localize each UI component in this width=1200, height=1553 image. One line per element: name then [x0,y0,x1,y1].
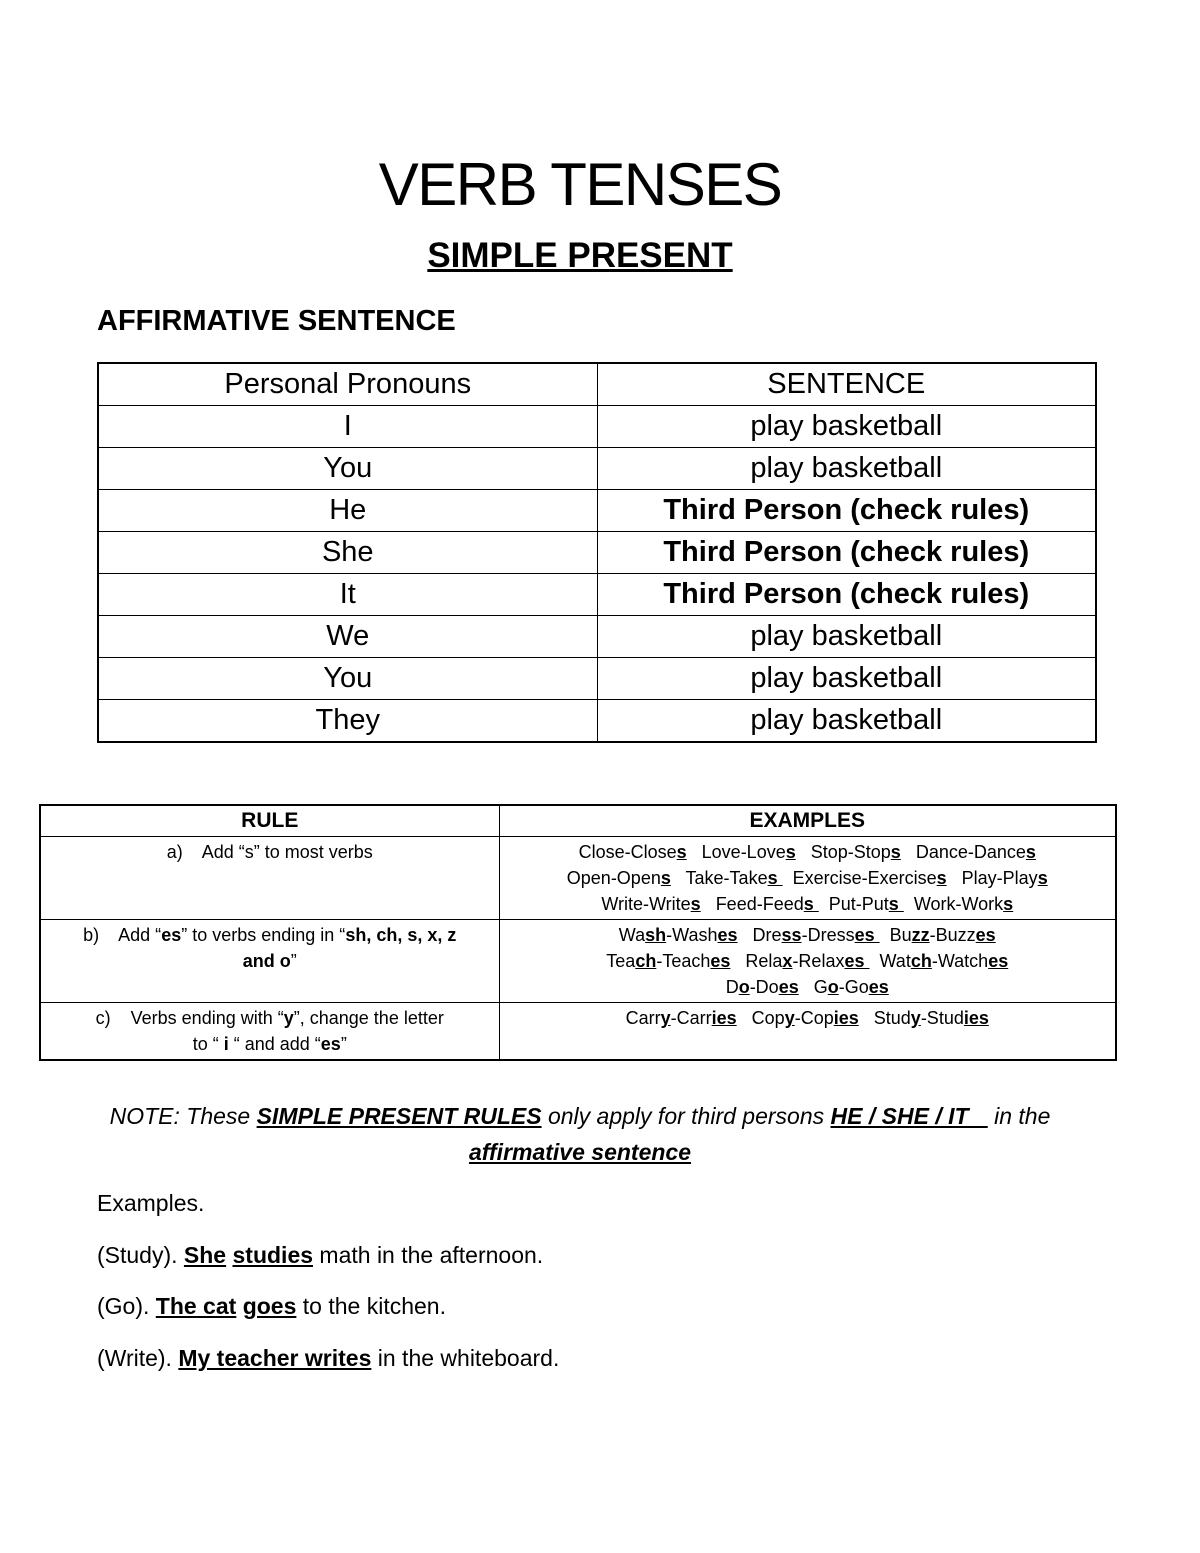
page-subtitle: SIMPLE PRESENT [427,236,733,275]
table-row [98,406,1096,448]
example-sentence: (Study). She studies math in the afternoon. [97,1242,544,1268]
pronoun-cell: We [98,616,597,658]
table-row [40,920,1116,1003]
pronoun-cell: He [98,490,597,532]
sentence-cell: play basketball [597,406,1096,448]
examples-cell: Wash-Washes Dress-Dresses Buzz-Buzzes Teach-Teaches Relax-Relaxes Watch-Watches Do-Does Go-Goes [499,920,1116,1003]
examples-cell: Carry-Carries Copy-Copies Study-Studies [499,1003,1116,1061]
example-sentence: (Write). My teacher writes in the whiteboard. [97,1345,560,1371]
sentence-cell: Third Person (check rules) [597,532,1096,574]
table-row [40,837,1116,920]
sentence-cell: play basketball [597,448,1096,490]
table-row [98,532,1096,574]
table-row [98,448,1096,490]
table-header-row [98,363,1096,406]
page-title: VERB TENSES [378,151,782,218]
sentence-cell: play basketball [597,616,1096,658]
note: NOTE: These SIMPLE PRESENT RULES only apply for third persons HE / SHE / IT in the affirmative sentence [109,1103,1051,1165]
table-row [98,700,1096,743]
header-pronouns: Personal Pronouns [98,363,597,406]
table-row [98,574,1096,616]
pronoun-cell: It [98,574,597,616]
pronoun-cell: She [98,532,597,574]
rule-cell: c) Verbs ending with “y”, change the letter to “ i “ and add “es” [40,1003,499,1061]
pronoun-cell: You [98,448,597,490]
pronoun-cell: You [98,658,597,700]
pronoun-cell: I [98,406,597,448]
sentence-cell: play basketball [597,658,1096,700]
pronoun-cell: They [98,700,597,743]
header-examples: EXAMPLES [499,805,1116,837]
rule-cell: b) Add “es” to verbs ending in “sh, ch, s, x, z and o” [40,920,499,1003]
table-row [98,616,1096,658]
rules-table [39,804,1117,1061]
table-row [40,1003,1116,1061]
example-sentence: (Go). The cat goes to the kitchen. [97,1293,446,1319]
header-rule: RULE [40,805,499,837]
sentence-cell: play basketball [597,700,1096,743]
sentence-cell: Third Person (check rules) [597,574,1096,616]
pronoun-table [97,362,1097,743]
sentence-cell: Third Person (check rules) [597,490,1096,532]
table-row [98,490,1096,532]
examples-cell: Close-Closes Love-Loves Stop-Stops Dance-Dances Open-Opens Take-Takes Exercise-Exercises Play-Plays Write-Writes Feed-Feeds Put-Puts Work-Works [499,837,1116,920]
examples-label: Examples. [97,1190,205,1216]
table-row [98,658,1096,700]
rule-cell: a) Add “s” to most verbs [40,837,499,920]
header-sentence: SENTENCE [597,363,1096,406]
section-heading: AFFIRMATIVE SENTENCE [97,305,456,337]
table-header-row [40,805,1116,837]
